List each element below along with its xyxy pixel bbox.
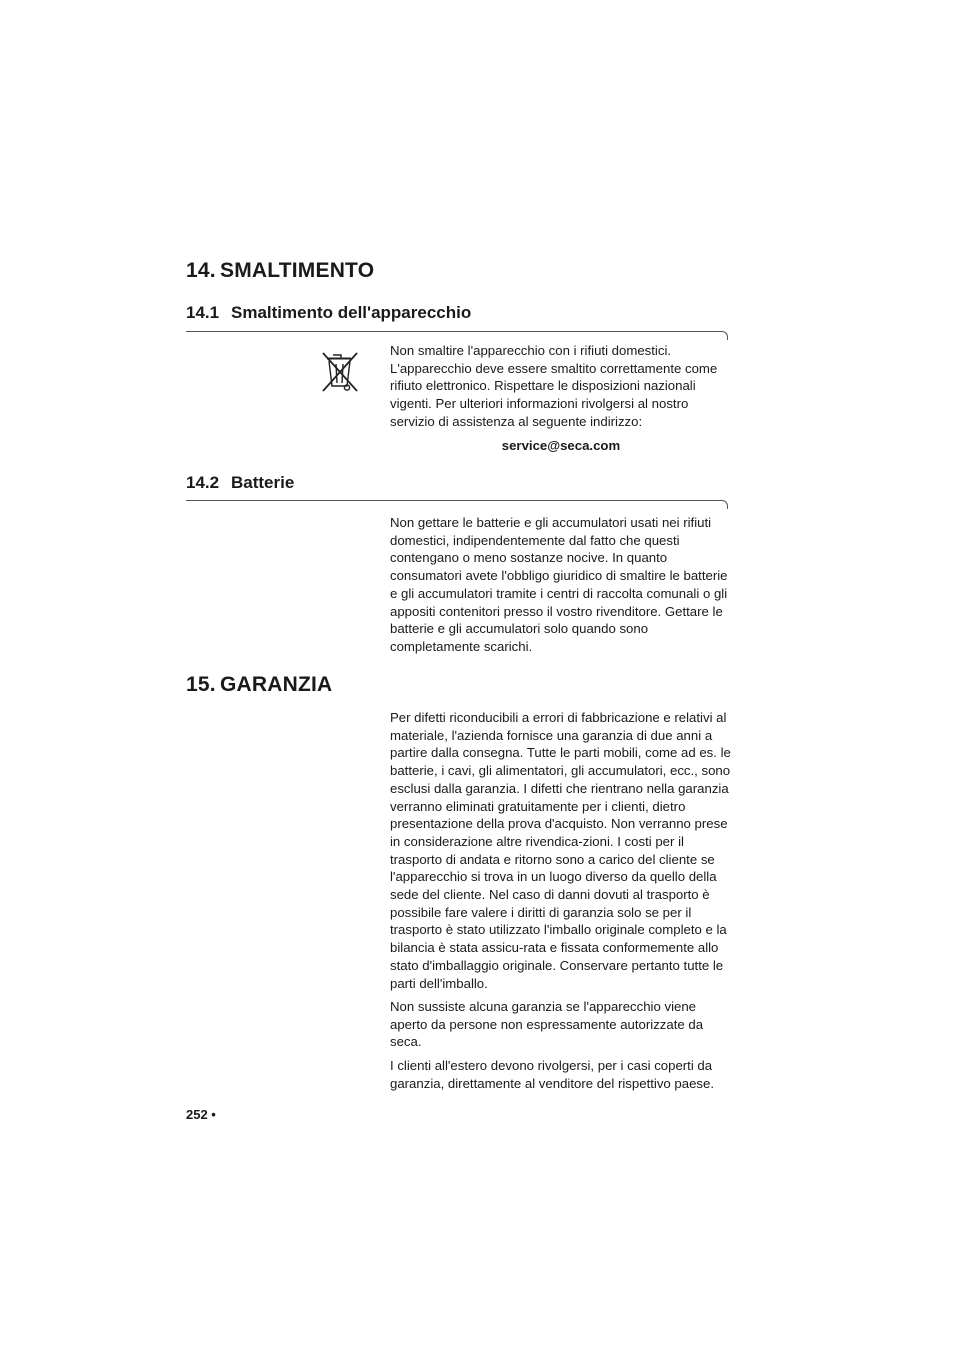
- heading-number: 14.1: [186, 303, 220, 322]
- section-rule: [186, 500, 723, 501]
- crossed-out-wheelie-bin-icon: [320, 350, 360, 394]
- warranty-paragraph-3: I clienti all'estero devono rivolgersi, per i casi coperti da garanzia, direttamente al venditore del rispettivo paese.: [390, 1058, 715, 1091]
- section-rule: [186, 331, 723, 332]
- heading-number: 15.: [186, 673, 216, 696]
- heading-title: Batterie: [231, 473, 295, 492]
- heading-14: [186, 259, 374, 283]
- heading-15: [186, 673, 332, 697]
- warranty-paragraph-2: Non sussiste alcuna garanzia se l'apparecchio viene aperto da persone non espressamente autorizzate da seca.: [390, 999, 704, 1050]
- page-number: 252 •: [186, 1107, 216, 1122]
- service-email: service@seca.com: [501, 438, 621, 453]
- heading-14-1: [186, 303, 471, 323]
- heading-number: 14.2: [186, 473, 220, 492]
- warranty-paragraph-1: Per difetti riconducibili a errori di fabbricazione e relativi al materiale, l'azienda fornisce una garanzia di due anni a partire dalla consegna. Tutte le parti mobili, come ad es. le batterie, i cavi, gli alimentatori, gli accumulatori, ecc., sono esclusi dalla garanzia. I difetti che rientrano nella garanzia verranno eliminati gratuitamente per i clienti, dietro presentazione della prova d'acquisto. Non verranno prese in considerazione altre rivendica-zioni. I costi per il trasporto di andata e ritorno sono a carico del cliente se l'apparecchio si trova in un luogo diverso da quello della sede del cliente. Nel caso di danni dovuti al trasporto è possibile fare valere i diritti di garanzia solo se per il trasporto è stato utilizzato l'imballo originale completo e la bilancia è stata assicu-rata e fissata conformemente allo stato d'imballaggio originale. Conservare pertanto tutte le parti dell'imballo.: [390, 710, 731, 991]
- heading-title: GARANZIA: [220, 673, 333, 696]
- heading-number: 14.: [186, 259, 216, 282]
- heading-title: SMALTIMENTO: [220, 259, 375, 282]
- heading-14-2: [186, 473, 294, 493]
- battery-text: Non gettare le batterie e gli accumulatori usati nei rifiuti domestici, indipendentemente dal fatto che questi contengano o meno sostanze nocive. In quanto consumatori avete l'obbligo giuridico di smaltire le batterie e gli accumulatori tramite i centri di raccolta comunali o gli appositi contenitori presso il vostro rivenditore. Gettare le batterie e gli accumulatori solo quando sono completamente scarichi.: [390, 515, 728, 654]
- disposal-text: Non smaltire l'apparecchio con i rifiuti domestici. L'apparecchio deve essere smaltito correttamente come rifiuto elettronico. Rispettare le disposizioni nazionali vigenti. Per ulteriori informazioni rivolgersi al nostro servizio di assistenza al seguente indirizzo:: [390, 343, 718, 429]
- heading-title: Smaltimento dell'apparecchio: [231, 303, 472, 322]
